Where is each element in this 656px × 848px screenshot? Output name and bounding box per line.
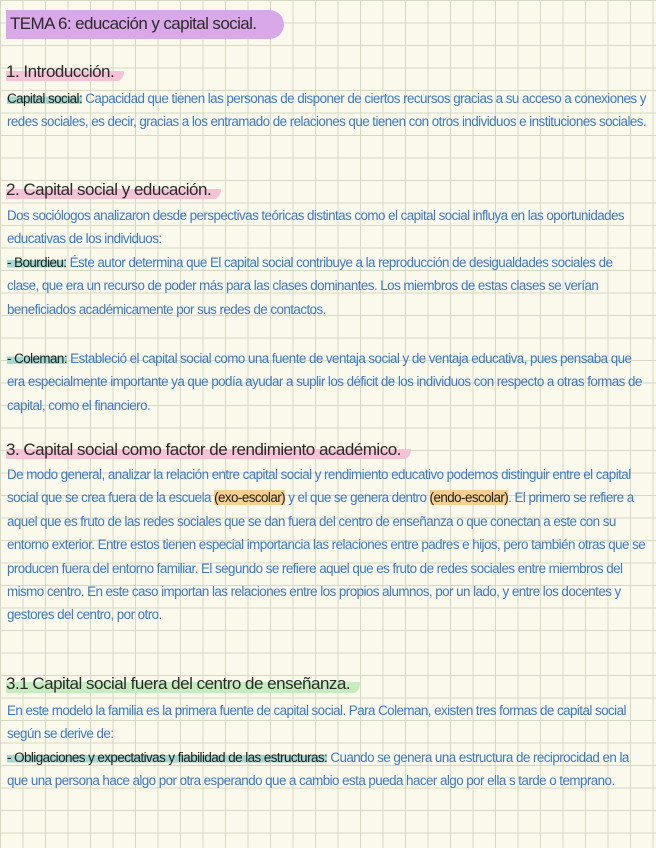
section-heading-fuera-del-centro: 3.1 Capital social fuera del centro de enseñanza.	[6, 674, 360, 694]
section-heading-capital-social-educacion: 2. Capital social y educación.	[6, 180, 221, 200]
list-item-coleman: - Coleman: Estableció el capital social como una fuente de ventaja social y de ventaja educativa, pues pensaba que era especialmente importante ya que podía ayudar a suplir los déficit de los individuos con respecto a otras formas de capital, como el financiero.	[7, 351, 642, 413]
highlight-endo-escolar: (endo-escolar)	[429, 490, 509, 506]
term-coleman: - Coleman:	[7, 351, 68, 366]
section-heading-rendimiento-academico: 3. Capital social como factor de rendimiento académico.	[6, 440, 411, 460]
paragraph-section31-intro: En este modelo la familia es la primera fuente de capital social. Para Coleman, existen tres formas de capital social según se derive de:	[7, 703, 626, 742]
section-heading-introduccion: 1. Introducción.	[6, 62, 124, 82]
paragraph-capital-social-definition: Capital social: Capacidad que tienen las personas de disponer de ciertos recursos gracias a su acceso a conexiones y redes sociales, es decir, gracias a los entramado de relaciones que tienen con otros individuos e instituciones sociales.	[7, 91, 647, 130]
list-item-obligaciones: - Obligaciones y expectativas y fiabilidad de las estructuras: Cuando se genera una estructura de reciprocidad en la que una persona hace algo por otra esperando que a cambio esta pueda hacer algo por ella s tarde o temprano.	[7, 750, 629, 789]
paragraph-section2-intro: Dos sociólogos analizaron desde perspectivas teóricas distintas como el capital social influya en las oportunidades educativas de los individuos:	[7, 208, 625, 247]
term-obligaciones-expectativas: - Obligaciones y expectativas y fiabilidad de las estructuras:	[7, 750, 328, 765]
list-item-bourdieu: - Bourdieu: Éste autor determina que El capital social contribuye a la reproducción de desigualdades sociales de clase, que era un recurso de poder más para las clases dominantes. Los miembros de estas clases se verían beneficiados académicamente por sus redes de contactos.	[7, 255, 613, 317]
page-title: TEMA 6: educación y capital social.	[6, 10, 284, 39]
term-bourdieu: - Bourdieu:	[7, 255, 67, 270]
term-capital-social: Capital social:	[7, 91, 83, 106]
highlight-exo-escolar: (exo-escolar)	[214, 490, 286, 506]
paragraph-section3-body: De modo general, analizar la relación entre capital social y rendimiento educativo podemos distinguir entre el capital social que se crea fuera de la escuela (exo-escolar) y el que se genera dentro (endo-escolar). El primero se refiere a aquel que es fruto de las redes sociales que se dan fuera del centro de enseñanza o que conectan a este con su entorno exterior. Entre estos tienen especial importancia las relaciones entre padres e hijos, pero también otras que se producen fuera del entorno familiar. El segundo se refiere aquel que es fruto de redes sociales entre miembros del mismo centro. En este caso importan las relaciones entre los propios alumnos, por un lado, y entre los docentes y gestores del centro, por otro.	[7, 467, 646, 623]
